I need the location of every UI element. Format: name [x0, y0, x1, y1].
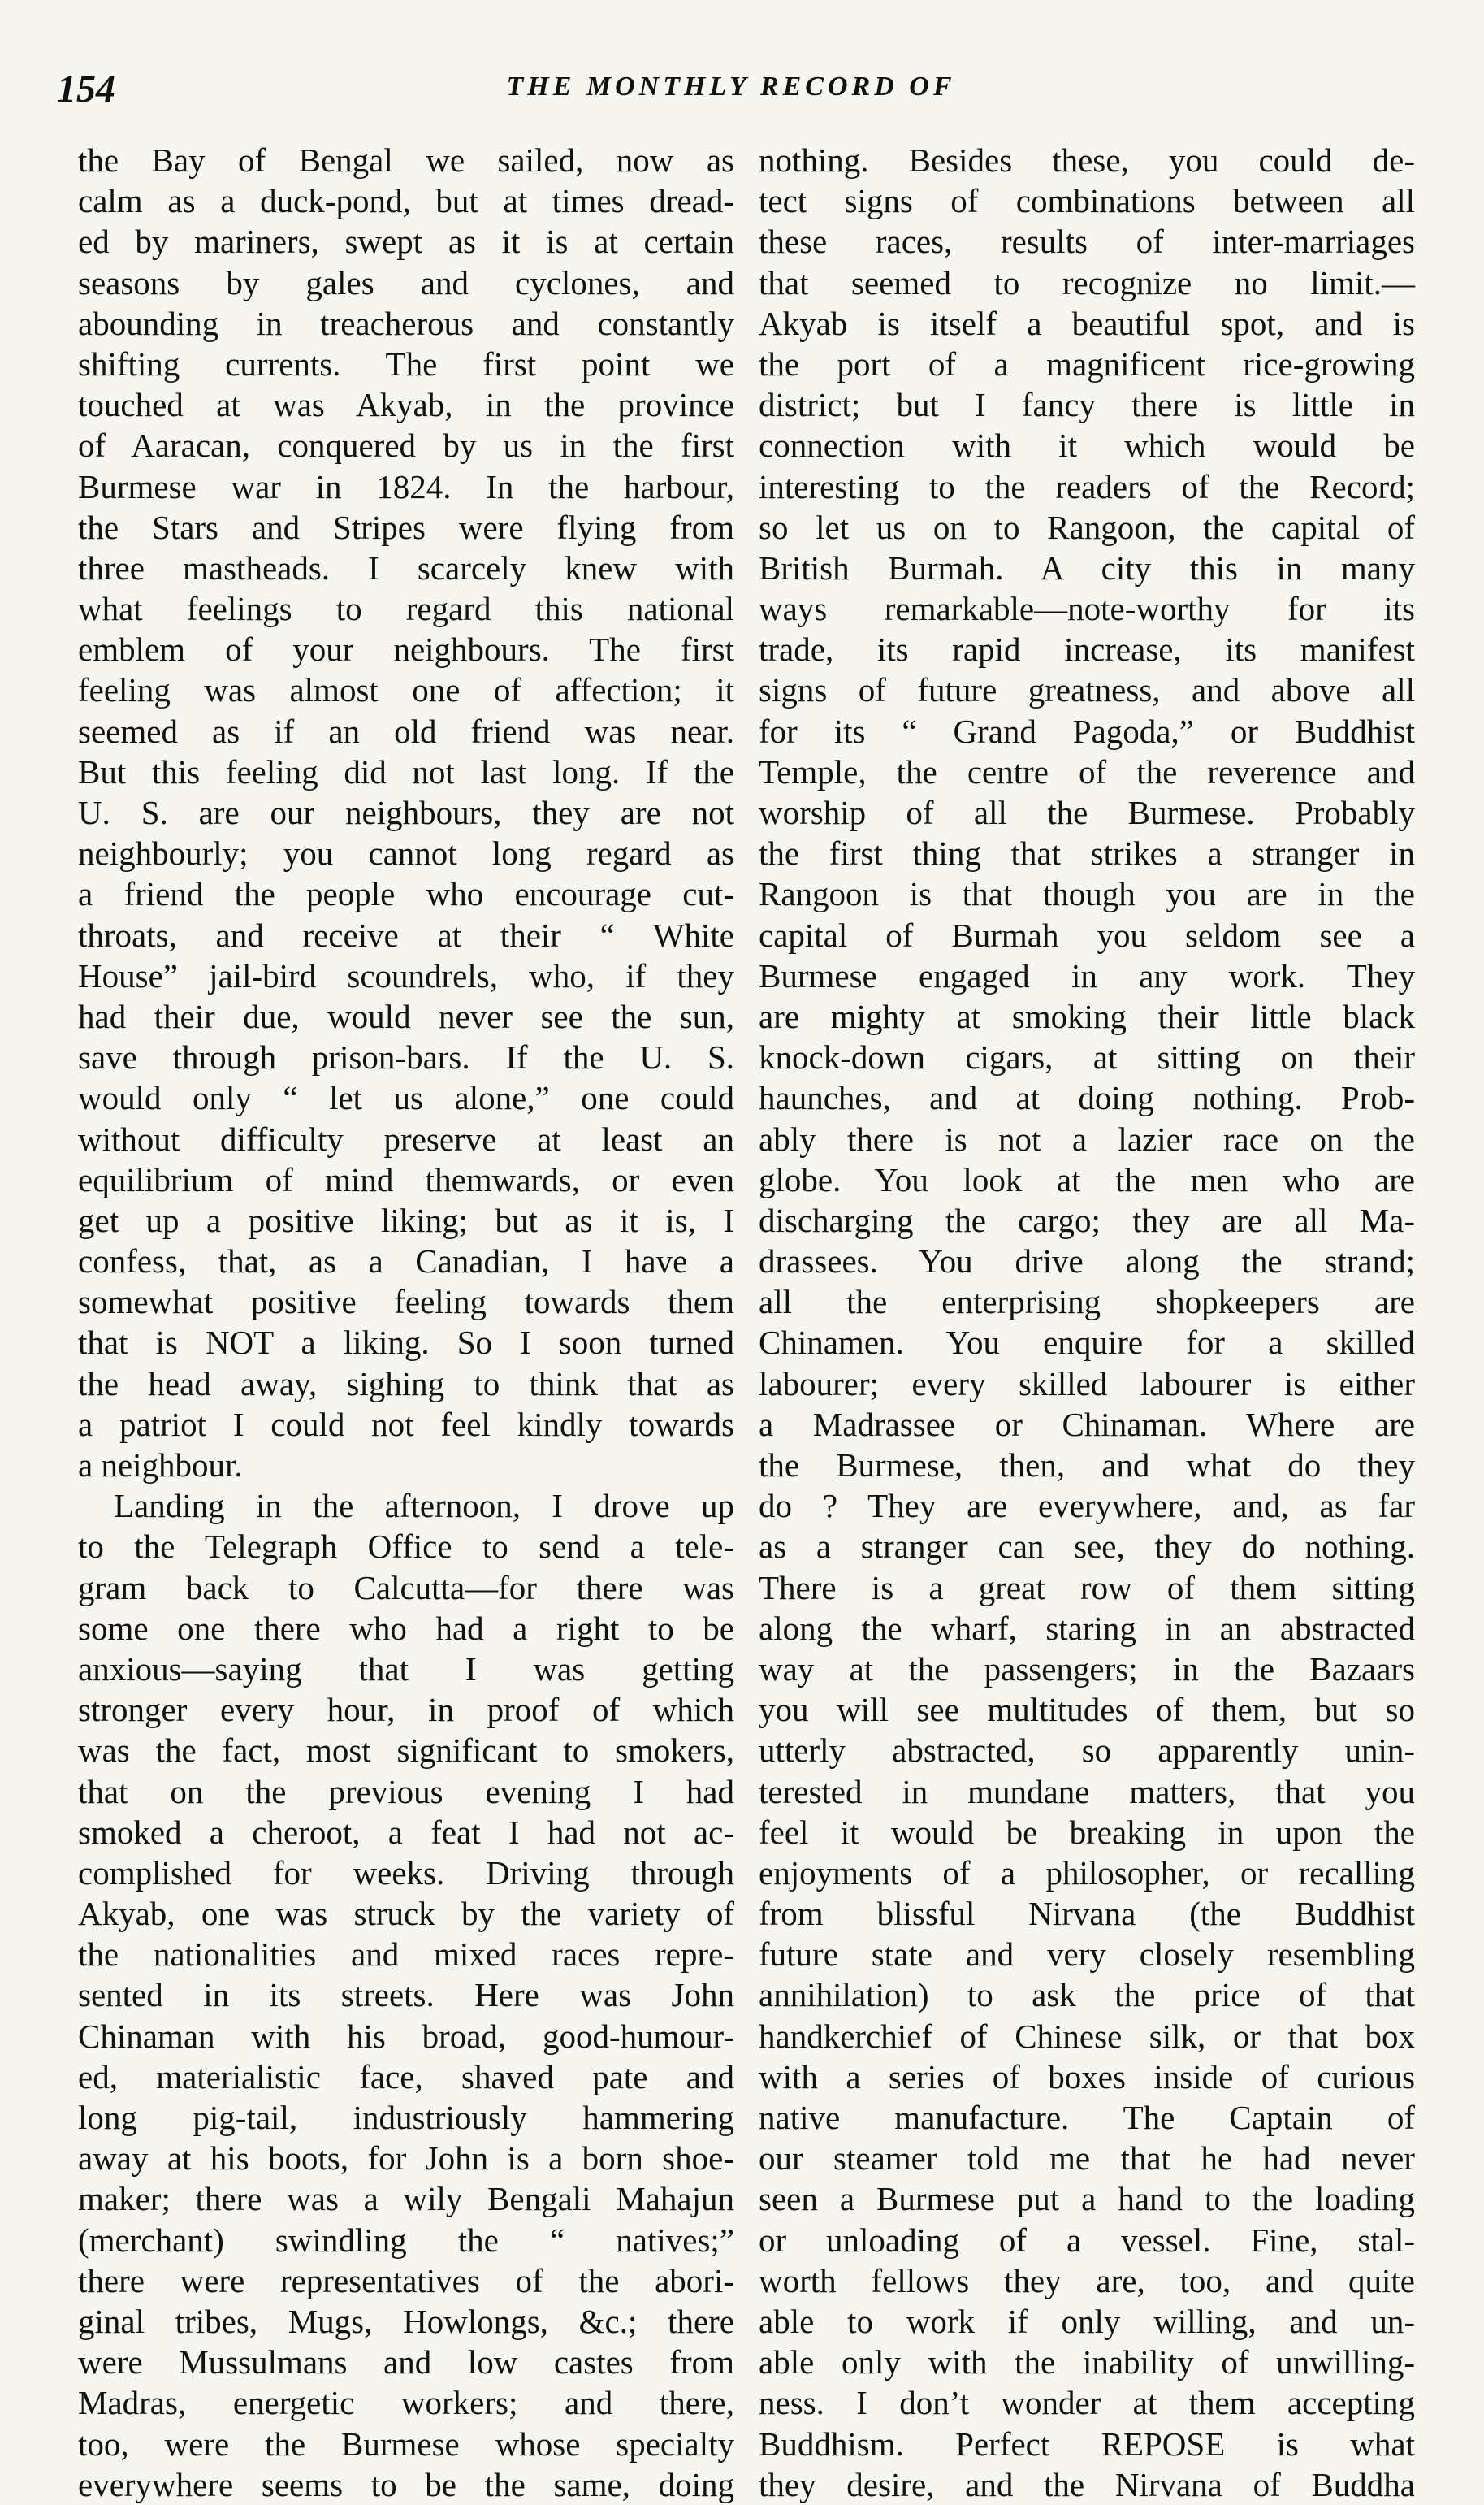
text-line: from blissful Nirvana (the Buddhist: [759, 1895, 1415, 1933]
text-line: ginal tribes, Mugs, Howlongs, &c.; there: [78, 2302, 734, 2340]
text-line: for its “ Grand Pagoda,” or Buddhist: [759, 712, 1415, 750]
text-line: are mighty at smoking their little black: [759, 997, 1415, 1035]
text-line: annihilation) to ask the price of that: [759, 1976, 1415, 2014]
text-line: to the Telegraph Office to send a tele-: [78, 1528, 734, 1566]
text-line: the nationalities and mixed races repre-: [78, 1935, 734, 1974]
text-line: some one there who had a right to be: [78, 1609, 734, 1647]
text-line: connection with it which would be: [759, 427, 1415, 465]
text-line: Akyab is itself a beautiful spot, and is: [759, 304, 1415, 342]
text-line: trade, its rapid increase, its manifest: [759, 631, 1415, 669]
text-line: too, were the Burmese whose specialty: [78, 2425, 734, 2463]
text-line: that seemed to recognize no limit.—: [759, 263, 1415, 301]
text-line: tect signs of combinations between all: [759, 182, 1415, 220]
text-line: were Mussulmans and low castes from: [78, 2343, 734, 2381]
text-line: our steamer told me that he had never: [759, 2139, 1415, 2178]
text-line: without difficulty preserve at least an: [78, 1120, 734, 1158]
text-line: ed, materialistic face, shaved pate and: [78, 2057, 734, 2095]
text-line: smoked a cheroot, a feat I had not ac-: [78, 1813, 734, 1851]
text-line: But this feeling did not last long. If the: [78, 752, 734, 791]
text-line: that on the previous evening I had: [78, 1772, 734, 1810]
text-line: save through prison-bars. If the U. S.: [78, 1038, 734, 1077]
text-line: seemed as if an old friend was near.: [78, 712, 734, 750]
text-line: (merchant) swindling the “ natives;”: [78, 2221, 734, 2259]
text-line: a friend the people who encourage cut-: [78, 875, 734, 913]
text-line: that is NOT a liking. So I soon turned: [78, 1324, 734, 1362]
text-line: the head away, sighing to think that as: [78, 1364, 734, 1402]
text-line: worship of all the Burmese. Probably: [759, 794, 1415, 831]
text-line: everywhere seems to be the same, doing: [78, 2465, 734, 2503]
text-line: had their due, would never see the sun,: [78, 997, 734, 1035]
text-line: the Burmese, then, and what do they: [759, 1446, 1415, 1484]
text-line: of Aaracan, conquered by us in the first: [78, 427, 734, 465]
text-line: you will see multitudes of them, but so: [759, 1691, 1415, 1729]
text-line: Chinaman with his broad, good-humour-: [78, 2017, 734, 2055]
text-line: signs of future greatness, and above all: [759, 671, 1415, 709]
text-line: drassees. You drive along the strand;: [759, 1242, 1415, 1281]
text-line: nothing. Besides these, you could de-: [759, 141, 1415, 179]
text-line: Akyab, one was struck by the variety of: [78, 1895, 734, 1933]
text-line: capital of Burmah you seldom see a: [759, 916, 1415, 954]
text-line: touched at was Akyab, in the province: [78, 386, 734, 424]
text-line: anxious—saying that I was getting: [78, 1649, 734, 1688]
text-line: utterly abstracted, so apparently unin-: [759, 1731, 1415, 1770]
text-line: able to work if only willing, and un-: [759, 2302, 1415, 2340]
text-line: ed by mariners, swept as it is at certain: [78, 223, 734, 261]
running-head: THE MONTHLY RECORD OF: [506, 72, 956, 102]
text-line: there were representatives of the abori-: [78, 2261, 734, 2299]
text-line: so let us on to Rangoon, the capital of: [759, 508, 1415, 546]
text-line: what feelings to regard this national: [78, 590, 734, 628]
text-line: ways remarkable—note-worthy for its: [759, 590, 1415, 628]
text-line: with a series of boxes inside of curious: [759, 2057, 1415, 2095]
text-line: the first thing that strikes a stranger in: [759, 834, 1415, 873]
text-line: stronger every hour, in proof of which: [78, 1691, 734, 1729]
text-line: feel it would be breaking in upon the: [759, 1813, 1415, 1851]
text-line: a patriot I could not feel kindly towards: [78, 1405, 734, 1443]
text-line: all the enterprising shopkeepers are: [759, 1283, 1415, 1321]
text-line: somewhat positive feeling towards them: [78, 1283, 734, 1321]
text-line: knock-down cigars, at sitting on their: [759, 1038, 1415, 1077]
text-line: labourer; every skilled labourer is either: [759, 1364, 1415, 1402]
page-header: [57, 67, 1405, 124]
text-line: as a stranger can see, they do nothing.: [759, 1528, 1415, 1566]
text-line: long pig-tail, industriously hammering: [78, 2099, 734, 2136]
text-line: a neighbour.: [78, 1446, 243, 1484]
text-line: the Bay of Bengal we sailed, now as: [78, 141, 734, 179]
text-line: feeling was almost one of affection; it: [78, 671, 734, 709]
text-line: way at the passengers; in the Bazaars: [759, 1649, 1415, 1688]
text-line: worth fellows they are, too, and quite: [759, 2261, 1415, 2299]
text-line: calm as a duck-pond, but at times dread-: [78, 182, 734, 220]
text-line: complished for weeks. Driving through: [78, 1853, 734, 1892]
text-line: seen a Burmese put a hand to the loading: [759, 2180, 1415, 2218]
left-column: [78, 140, 734, 2505]
text-line: maker; there was a wily Bengali Mahajun: [78, 2180, 734, 2218]
text-line: There is a great row of them sitting: [759, 1568, 1415, 1606]
right-column: [759, 140, 1415, 2505]
text-line: Landing in the afternoon, I drove up: [114, 1487, 734, 1525]
text-line: interesting to the readers of the Record;: [759, 467, 1415, 505]
text-line: seasons by gales and cyclones, and: [78, 263, 734, 301]
text-line: or unloading of a vessel. Fine, stal-: [759, 2221, 1415, 2259]
text-line: terested in mundane matters, that you: [759, 1772, 1415, 1810]
text-line: British Burmah. A city this in many: [759, 548, 1415, 587]
text-line: three mastheads. I scarcely knew with: [78, 548, 734, 587]
text-line: Burmese engaged in any work. They: [759, 956, 1415, 995]
text-line: confess, that, as a Canadian, I have a: [78, 1242, 734, 1281]
text-line: House” jail-bird scoundrels, who, if they: [78, 956, 734, 995]
text-line: would only “ let us alone,” one could: [78, 1079, 734, 1117]
text-line: emblem of your neighbours. The first: [78, 631, 734, 669]
page-number: 154: [57, 67, 115, 111]
text-line: globe. You look at the men who are: [759, 1160, 1415, 1198]
text-line: throats, and receive at their “ White: [78, 916, 734, 954]
text-line: Burmese war in 1824. In the harbour,: [78, 467, 734, 505]
text-line: shifting currents. The first point we: [78, 345, 734, 383]
text-line: neighbourly; you cannot long regard as: [78, 834, 734, 873]
text-line: the port of a magnificent rice-growing: [759, 345, 1415, 383]
text-line: gram back to Calcutta—for there was: [78, 1568, 734, 1606]
text-line: get up a positive liking; but as it is, I: [78, 1201, 734, 1239]
text-line: Madras, energetic workers; and there,: [78, 2384, 734, 2422]
text-line: haunches, and at doing nothing. Prob-: [759, 1079, 1415, 1117]
text-line: they desire, and the Nirvana of Buddha: [759, 2465, 1415, 2503]
text-line: district; but I fancy there is little in: [759, 386, 1415, 424]
text-line: equilibrium of mind themwards, or even: [78, 1160, 734, 1198]
text-line: Temple, the centre of the reverence and: [759, 752, 1415, 791]
text-line: Buddhism. Perfect REPOSE is what: [759, 2425, 1415, 2463]
text-line: sented in its streets. Here was John: [78, 1976, 734, 2014]
text-line: Rangoon is that though you are in the: [759, 875, 1415, 913]
text-line: do ? They are everywhere, and, as far: [759, 1487, 1415, 1525]
text-line: the Stars and Stripes were flying from: [78, 508, 734, 546]
text-line: Chinamen. You enquire for a skilled: [759, 1324, 1415, 1362]
text-line: along the wharf, staring in an abstracted: [759, 1609, 1415, 1647]
text-line: was the fact, most significant to smokers,: [78, 1731, 734, 1770]
text-line: abounding in treacherous and constantly: [78, 304, 734, 342]
text-line: U. S. are our neighbours, they are not: [78, 794, 734, 831]
text-line: native manufacture. The Captain of: [759, 2099, 1415, 2136]
text-line: handkerchief of Chinese silk, or that box: [759, 2017, 1415, 2055]
text-line: these races, results of inter-marriages: [759, 223, 1415, 261]
text-line: enjoyments of a philosopher, or recalling: [759, 1853, 1415, 1892]
text-line: future state and very closely resembling: [759, 1935, 1415, 1974]
text-line: away at his boots, for John is a born shoe-: [78, 2139, 734, 2178]
text-line: ness. I don’t wonder at them accepting: [759, 2384, 1415, 2422]
text-line: able only with the inability of unwilling-: [759, 2343, 1415, 2381]
text-line: discharging the cargo; they are all Ma-: [759, 1201, 1415, 1239]
text-line: a Madrassee or Chinaman. Where are: [759, 1405, 1415, 1443]
text-line: ably there is not a lazier race on the: [759, 1120, 1415, 1158]
